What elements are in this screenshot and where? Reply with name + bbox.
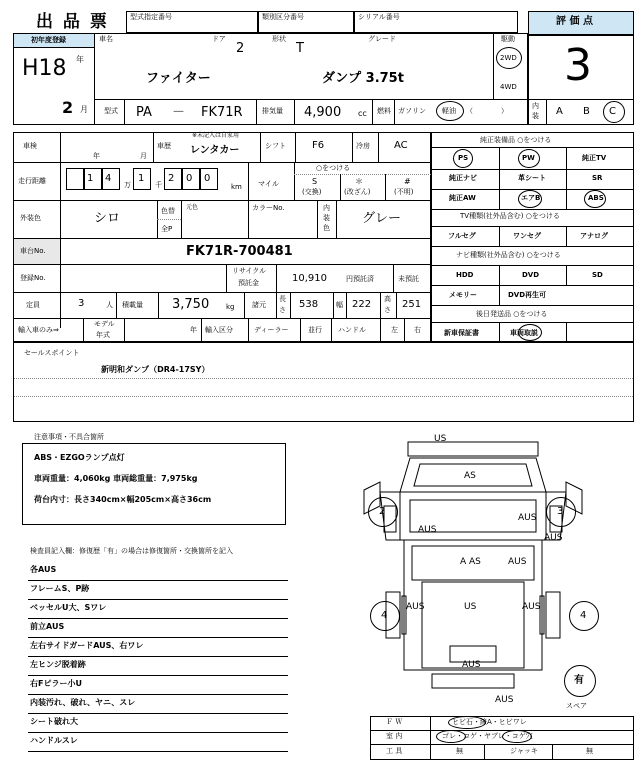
score-value: 3 bbox=[564, 40, 592, 91]
note-line: ABS・EZGOランプ点灯 bbox=[34, 453, 125, 462]
door-count: 2 bbox=[236, 41, 245, 56]
shift-value: F6 bbox=[312, 140, 325, 151]
chassis-number: FK71R-700481 bbox=[186, 244, 293, 259]
damage-label: AUS bbox=[495, 695, 514, 705]
damage-label: A AS bbox=[460, 557, 481, 567]
inspector-line: 右Fピラー小U bbox=[30, 679, 82, 688]
inspector-line: フレームS、P跡 bbox=[30, 584, 90, 593]
damage-label: US bbox=[434, 434, 447, 444]
inspector-line: ハンドルスレ bbox=[30, 736, 78, 745]
model-prefix: PA bbox=[136, 105, 152, 120]
ac-value: AC bbox=[394, 140, 408, 151]
odo-cell-0 bbox=[66, 168, 84, 190]
sales-point-box bbox=[13, 342, 634, 422]
vehicle-name: ファイター bbox=[146, 71, 211, 86]
damage-label: AUS bbox=[518, 513, 537, 523]
damage-label: AUS bbox=[544, 533, 563, 543]
score-label: 評 価 点 bbox=[556, 16, 593, 27]
inspector-line: 前立AUS bbox=[30, 622, 65, 631]
model-designation-label: 型式指定番号 bbox=[130, 13, 172, 21]
category-number-label: 類別区分番号 bbox=[262, 13, 304, 21]
load-capacity: 3,750 bbox=[172, 297, 210, 312]
form-title: 出 品 票 bbox=[36, 12, 109, 32]
inspector-line: シート破れ大 bbox=[30, 717, 78, 726]
damage-label: AUS bbox=[418, 525, 437, 535]
sales-point: 新明和ダンプ（DR4-17SY） bbox=[101, 365, 210, 374]
vehicle-history: レンタカー bbox=[190, 145, 240, 156]
inspector-line: 内装汚れ、破れ、ヤニ、スレ bbox=[30, 698, 136, 707]
damage-label: AUS bbox=[462, 660, 481, 670]
interior-color: グレー bbox=[362, 211, 402, 226]
inspector-line: 左右サイドガードAUS、右ワレ bbox=[30, 641, 144, 650]
note-line: 荷台内寸：長さ340cm×幅205cm×高さ36cm bbox=[34, 495, 212, 504]
inspector-line: 各AUS bbox=[30, 565, 57, 574]
damage-label: US bbox=[464, 602, 477, 612]
damage-label: AUS bbox=[522, 602, 541, 612]
details-grid bbox=[13, 132, 431, 342]
recycle-amount: 10,910 bbox=[292, 273, 327, 284]
damage-label: AUS bbox=[406, 602, 425, 612]
damage-label: AUS bbox=[508, 557, 527, 567]
vehicle-grade: ダンプ 3.75t bbox=[322, 71, 404, 86]
serial-number-label: シリアル番号 bbox=[358, 13, 400, 21]
displacement: 4,900 bbox=[304, 105, 342, 120]
inspector-line: ベッセルU大、Sワレ bbox=[30, 603, 107, 612]
first-reg-label: 初年度登録 bbox=[31, 36, 66, 44]
note-line: 車両重量：4,060kg 車両総重量：7,975kg bbox=[34, 474, 198, 483]
model-code: FK71R bbox=[201, 105, 243, 120]
body-shape: T bbox=[296, 41, 304, 56]
reg-month: 2 bbox=[62, 98, 74, 117]
damage-label: AS bbox=[464, 471, 476, 481]
exterior-color: シロ bbox=[94, 211, 121, 226]
inspector-line: 左ヒンジ脱着跡 bbox=[30, 660, 86, 669]
era-year: H18 bbox=[22, 56, 67, 81]
